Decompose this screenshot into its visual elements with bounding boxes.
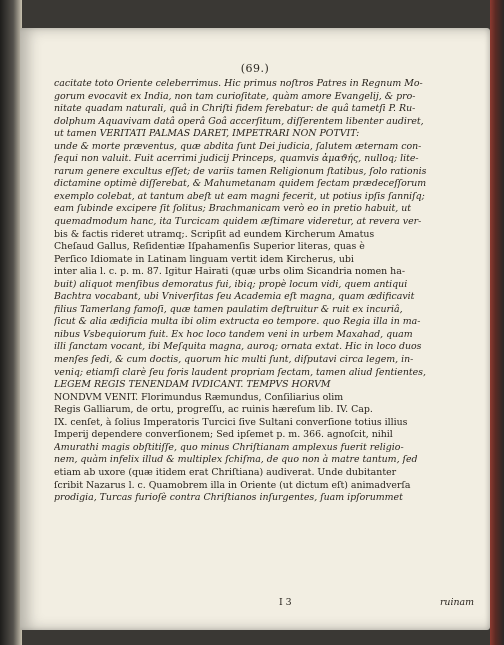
text-line: bis & factis rideret utramq;. Scripſit ad eundem Kircherum Amatus	[54, 228, 375, 240]
body-text	[54, 78, 484, 505]
text-line: veniq; etiamſi clarè ſeu foris laudent propriam ſectam, tamen aliud ſentientes,	[54, 366, 426, 378]
book-cover-edge	[490, 0, 504, 645]
text-line: Bachtra vocabant, ubi Vniverſitas ſeu Academia eſt magna, quam ædificavit	[54, 291, 415, 303]
text-line: Cheſaud Gallus, Reſidentiæ Iſpahamenſis Superior literas, quas è	[54, 241, 365, 253]
text-line: exemplo colebat, at tantum abeſt ut eam magni fecerit, ut potius ipſis ſanniſq;	[54, 190, 425, 202]
text-line: nitate quadam naturali, quâ in Chriſti fidem ferebatur: de quâ tametſi P. Ru-	[54, 103, 416, 115]
catchword: ruinam	[439, 597, 474, 608]
page-number: (69.)	[240, 62, 270, 75]
text-line: prodigia, Turcas furioſè contra Chriſtianos inſurgentes, ſuam ipſorummet	[54, 492, 403, 504]
text-line: cacitate toto Oriente celeberrimus. Hic primus noſtros Patres in Regnum Mo-	[54, 78, 423, 89]
text-line: unde & morte præventus, quæ abdita ſunt Dei judicia, ſalutem æternam con-	[54, 140, 422, 152]
text-line: dictamine optimè diſſerebat, & Mahumetanam quidem ſectam prædeceſſorum	[54, 178, 427, 190]
book-page	[20, 28, 490, 630]
text-line: filius Tamerlang famoſi, quæ tamen paulatim deſtruitur & ruit ex incuriâ,	[54, 303, 403, 315]
text-line: menſes ſedi, & cum doctis, quorum hic multi ſunt, diſputavi circa legem, in-	[54, 354, 414, 366]
text-line: rarum genere excultus eſſet; de variis tamen Religionum ſtatibus, ſolo rationis	[54, 165, 427, 177]
text-line: illi ſanctam vocant, ibi Meſquita magna, auroq; ornata extat. Hic in loco duos	[54, 341, 422, 353]
text-line: IX. cenſet, à ſolius Imperatoris Turcici ſive Sultani converſione totius illius	[54, 416, 408, 428]
text-line: Amurathi magis obſtitiſſe, quo minus Chriſtianam amplexus fuerit religio-	[54, 441, 404, 453]
text-line: ut tamen VERITATI PALMAS DARET, IMPETRARI NON POTVIT:	[54, 128, 360, 140]
text-line: Perſico Idiomate in Latinam linguam vertit idem Kircherus, ubi	[54, 253, 354, 265]
text-line: NONDVM VENIT. Florimundus Ræmundus, Conſiliarius olim	[54, 391, 344, 403]
text-line: Imperij dependere converſionem; Sed ipſemet p. m. 366. agnoſcit, nihil	[54, 429, 393, 441]
text-line: ſicut & alia ædificia multa ibi olim extructa eo tempore. quo Regia illa in ma-	[54, 316, 421, 328]
text-line: eam ſubinde excipere ſit ſolitus; Brachmanicam verò eo in pretio habuit, ut	[54, 203, 412, 215]
text-line: ſcribit Nazarus l. c. Quamobrem illa in Oriente (ut dictum eſt) animadverſa	[54, 479, 411, 491]
text-line: ſequi non valuit. Fuit acerrimi judicij Princeps, quamvis ἀμαϑής, nulloq; lite-	[54, 153, 419, 165]
text-line: buit) aliquot menſibus demoratus fui, ibiq; propè locum vidi, quem antiqui	[54, 278, 408, 290]
signature-mark: I 3	[279, 597, 292, 608]
text-line: dolphum Aquavivam datâ operâ Goâ accerſitum, diſſerentem libenter audiret,	[54, 115, 424, 127]
text-line: nem, quàm infelix illud & multiplex ſchiſma, de quo non à matre tantum, ſed	[54, 454, 418, 466]
page-footer	[54, 597, 484, 611]
text-line: inter alia l. c. p. m. 87. Igitur Hairati (quæ urbs olim Sicandria nomen ha-	[54, 266, 405, 278]
text-line: Regis Galliarum, de ortu, progreſſu, ac ruinis hæreſum lib. IV. Cap.	[54, 404, 373, 416]
text-line: etiam ab uxore (quæ itidem erat Chriſtiana) audiverat. Unde dubitanter	[54, 466, 397, 478]
text-line: nibus Vsbequiorum fuit. Ex hoc loco tandem veni in urbem Maxahad, quam	[54, 328, 413, 340]
text-line: gorum evocavit ex India, non tam curioſitate, quàm amore Evangelij, & pro-	[54, 90, 416, 102]
book-spine-shadow	[0, 0, 22, 645]
text-line: quemadmodum hanc, ita Turcicam quidem æſtimare videretur, at revera ver-	[54, 216, 422, 228]
text-line: LEGEM REGIS TENENDAM IVDICANT. TEMPVS HORVM	[54, 379, 331, 391]
